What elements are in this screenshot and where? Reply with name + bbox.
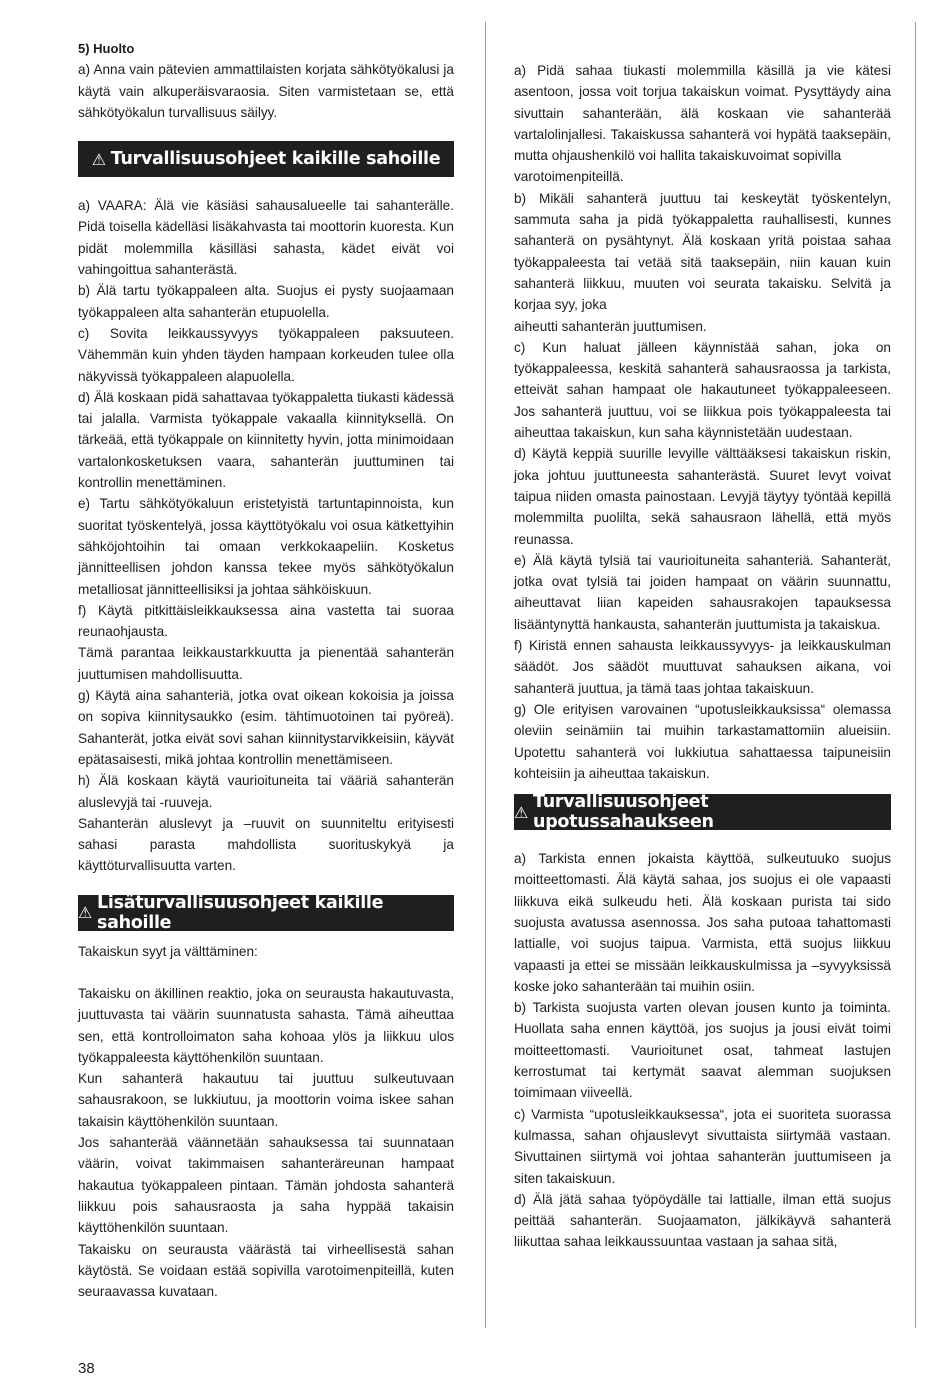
paragraph: d) Käytä keppiä suurille levyille välttääksesi takaiskun riskin, joka johtuu juuttuneesta sahanterästä. Suuret levyt voivat taipua niiden omasta painostaan. Levyjä täytyy työntää kepillä molemmilta puolilta, sekä sahausraon lähellä, että myös reunassa. [514,446,891,547]
paragraph: g) Käytä aina sahanteriä, jotka ovat oikean kokoisia ja joissa on sopiva kiinnitysaukko (esim. tähtimuotoinen tai pyöreä). Sahanterät, jotka eivät sovi sahan kiinnitystarvikkeisiin, käyvät epätasaisesti, mikä johtaa kontrollin menettämiseen. [78,688,454,767]
column-rule-left [485,22,486,1328]
paragraph: e) Älä käytä tylsiä tai vaurioituneita sahanteriä. Sahanterät, jotka ovat tylsiä tai joiden hampaat on väärin suunnattu, aiheuttavat liian kapeiden sahausrakojen tapauksessa lisääntynyttä hankausta, sahanterän juuttumista ja takaiskua. [514,552,891,632]
paragraph: h) Älä koskaan käytä vaurioituneita tai vääriä sahanterän aluslevyjä tai -ruuveja. [78,773,454,810]
paragraph: b) Älä tartu työkappaleen alta. Suojus ei pysty suojaamaan työkappaleen alta sahanterän etupuolella. [78,283,454,320]
subsection-title: Takaiskun syyt ja välttäminen: [78,943,258,959]
paragraph: c) Sovita leikkaussyvyys työkappaleen paksuuteen. Vähemmän kuin yhden täyden hampaan korkeuden tulee olla näkyvissä työkappaleen alapuolella. [78,325,454,384]
paragraph: a) Pidä sahaa tiukasti molemmilla käsillä ja vie kätesi asentoon, jossa voit torjua takaiskun voimat. Pysyttäydy aina sivuttain sahanterään, älä koskaan vie sahanterää vartalolinjallesi. Takaiskussa sahanterä voi hypätä taaksepäin, mutta ohjaushenkilö voi hallita takaiskuvoimat sopivilla [514,63,891,164]
page-number: 38 [78,1360,95,1377]
paragraph: aiheutti sahanterän juuttumisen. [514,318,707,334]
paragraph: d) Älä koskaan pidä sahattavaa työkappaletta tiukasti kädessä tai jalalla. Varmista työkappale vakaalla kiinnityksellä. On tärkeää, että työkappale on kiinnitetty hyvin, jotta minimoidaan vartalonkosketuksen vaara, sahanterän juuttuminen tai kontrollin menettäminen. [78,389,454,491]
section-heading-huolto: 5) Huolto [78,41,135,56]
section-banner-additional-safety [78,892,454,933]
paragraph: a) Anna vain pätevien ammattilaisten korjata sähkötyökalusi ja käytä vain alkuperäisvaraosia. Siten varmistetaan se, että sähkötyökalun turvallisuus säilyy. [78,62,454,120]
banner-title: Turvallisuusohjeet kaikille sahoille [110,149,441,170]
warning-icon: ⚠ [514,802,529,822]
section-banner-plunge-saw-safety [514,792,891,833]
paragraph: varotoimenpiteillä. [514,169,624,185]
warning-icon: ⚠ [78,903,93,923]
paragraph: c) Varmista “upotusleikkauksessa“, jota ei suoriteta suorassa kulmassa, sahan ohjauslevyt sivuttaista siirtymää vastaan. Sivuttainen siirtymä voi johtaa sahanterän juuttumiseen ja siten takaiskuun. [514,1106,891,1186]
paragraph: Tämä parantaa leikkaustarkkuutta ja pienentää sahanterän juuttumisen mahdollisuutta. [78,645,454,682]
banner-title: Turvallisuusohjeet upotussahaukseen [533,792,714,833]
banner-title: Lisäturvallisuusohjeet kaikille sahoille [97,892,384,933]
paragraph: e) Tartu sähkötyökaluun eristetyistä tartuntapinnoista, kun suoritat työskentelyä, jossa käyttötyökalu voi osua kätkettyihin sähköjohtoihin tai omaan verkkokaapeliin. Kosketus jännitteellisen johdon kanssa tekee myös sähkötyökalun metalliosat jännitteellisiksi ja johtaa sähköiskuun. [78,496,454,597]
paragraph: Jos sahanterää väännetään sahauksessa tai suunnataan väärin, voivat takimmaisen sahanteräreunan hampaat hakautua työkappaleen pintaan. Tämän johdosta sahanterä liikkuu pois sahausraosta ja saha hyppää takaisin käyttöhenkilön suuntaan. [78,1135,454,1236]
paragraph: Takaisku on äkillinen reaktio, joka on seurausta hakautuvasta, juuttuvasta tai väärin suunnatusta sahasta. Tämä aiheuttaa sen, että kontrolloimaton saha kohoaa ylös ja liikkuu ulos työkappaleesta käyttöhenkilön suuntaan. [78,985,454,1065]
paragraph: Kun sahanterä hakautuu tai juuttuu sulkeutuvaan sahausrakoon, se lukkiutuu, ja moottorin voima iskee sahan takaisin käyttöhenkilön suuntaan. [78,1071,454,1129]
warning-icon: ⚠ [91,149,106,169]
left-column [78,38,454,1302]
paragraph: f) Käytä pitkittäisleikkauksessa aina vastetta tai suoraa reunaohjausta. [78,602,454,640]
paragraph: Sahanterän aluslevyt ja –ruuvit on suunniteltu erityisesti sahasi parasta mahdollista suorituskykyä ja käyttöturvallisuutta varten. [78,815,454,874]
section-banner-safety-all-saws [78,141,454,177]
paragraph: c) Kun haluat jälleen käynnistää sahan, joka on työkappaleessa, keskitä sahanterä sahausraossa ja tarkista, etteivät sahan hampaat ole hakautuneet työkappaleeseen. Jos sahanterä juuttuu, voi se liikkua pois työkappaleesta tai aiheuttaa takaiskun, kun saha käynnistetään uudestaan. [514,339,891,441]
paragraph: Takaisku on seurausta väärästä tai virheellisestä sahan käytöstä. Se voidaan estää sopivilla varotoimenpiteillä, kuten seuraavassa kuvataan. [78,1241,454,1300]
right-column [514,60,891,1253]
paragraph: a) VAARA: Älä vie käsiäsi sahausalueelle tai sahanterälle. Pidä toisella kädelläsi lisäkahvasta tai moottorin kuoresta. Kun pidät molemmilla käsilläsi sahasta, kädet eivät voi vahingoittua sahanterästä. [78,198,454,278]
paragraph: d) Älä jätä sahaa työpöydälle tai lattialle, ilman että suojus peittää sahanterän. Suojaamaton, jälkikäyvä sahanterä liikuttaa sahaa leikkaussuuntaa vastaan ja sahaa sitä, [514,1191,891,1250]
paragraph: f) Kiristä ennen sahausta leikkaussyvyys- ja leikkauskulman säädöt. Jos säädöt muuttuvat sahauksen aikana, voi sahanterä juuttua, ja tämä taas johtaa takaiskuun. [514,638,891,696]
paragraph: g) Ole erityisen varovainen “upotusleikkauksissa“ olemassa oleviin seinämiin tai muihin tarkastamattomiin alueisiin. Upotettu sahanterä voi lukkiutua sahattaessa taipuneisiin kohteisiin ja aiheuttaa takaiskun. [514,701,891,781]
paragraph: b) Mikäli sahanterä juuttuu tai keskeytät työskentelyn, sammuta saha ja pidä työkappaletta rauhallisesti, kunnes sahanterä on pysähtynyt. Älä koskaan yritä poistaa sahaa työkappaleesta tai vetää sitä taaksepäin, niin kauan kuin sahanterä liikkuu, muuten voi seurata takaisku. Selvitä ja korjaa syy, joka [514,190,891,313]
column-rule-right [915,22,916,1328]
paragraph: b) Tarkista suojusta varten olevan jousen kunto ja toiminta. Huollata saha ennen käyttöä, jos suojus ja jousi eivät toimi moitteettomasti. Vaurioitunet osat, tahmeat lastujen kerrostumat tai kertymät saavat alemman suojuksen toimimaan viiveellä. [514,1000,891,1101]
paragraph: a) Tarkista ennen jokaista käyttöä, sulkeutuuko suojus moitteettomasti. Älä käytä sahaa, jos suojus ei ole vapaasti liikkuva eikä sulkeudu heti. Älä koskaan purista tai sido suojusta avatussa asennossa. Jos saha putoaa tahattomasti lattialle, voi suojus taipua. Varmista, että suojus liikkuu vapaasti ja ettei se missään leikkauskulmissa ja –syvyyksissä koske joko sahanterään tai muihin osiin. [514,851,891,994]
